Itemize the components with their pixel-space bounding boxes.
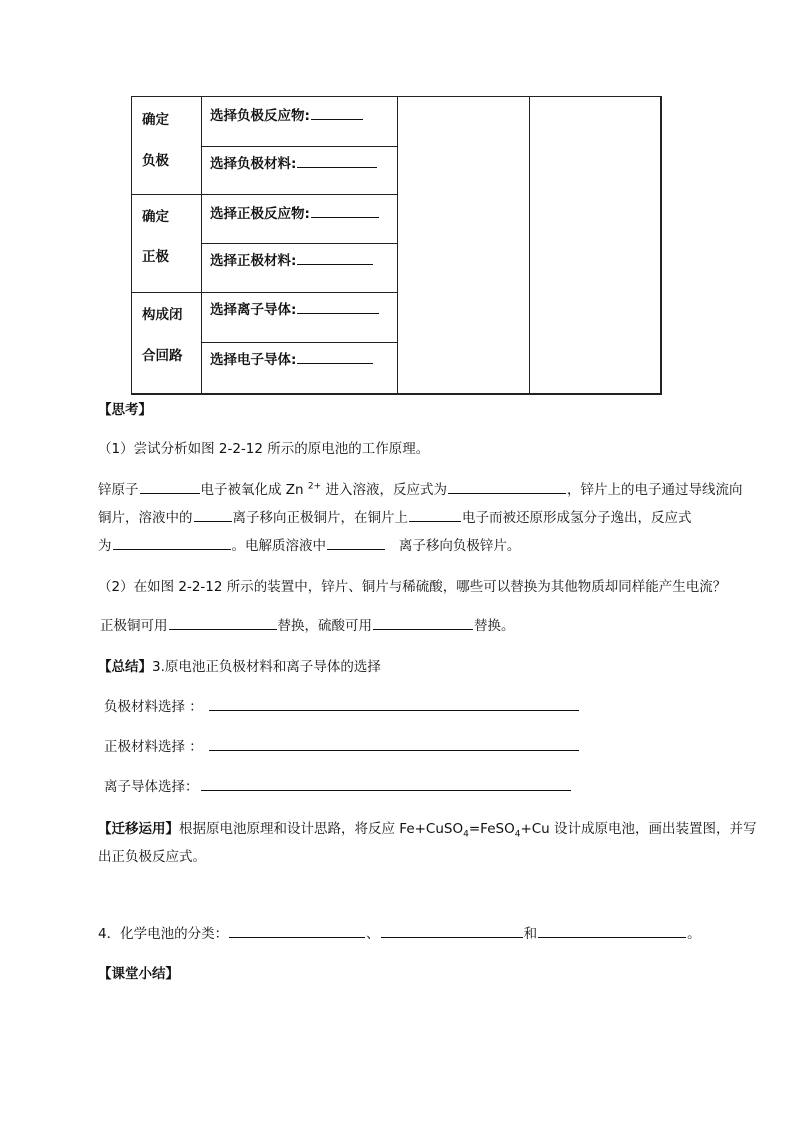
text: 电子而被还原形成氢分子逸出，反应式 (462, 510, 692, 526)
paragraph-line (98, 478, 742, 498)
paragraph-line (98, 506, 692, 526)
answer-blank[interactable] (311, 105, 363, 120)
think-heading: 【思考】 (98, 402, 152, 418)
subscript: 4 (514, 829, 521, 840)
text: 离子导体选择： (104, 779, 199, 795)
table-row (210, 249, 374, 269)
answer-blank[interactable] (297, 299, 379, 314)
row-label: 选择负极反应物: (210, 108, 310, 124)
text: 。电解质溶液中 (231, 538, 326, 554)
table-divider (201, 243, 397, 244)
question-2: （2）在如图 2-2-12 所示的装置中，锌片、铜片与稀硫酸，哪些可以替换为其他物质却同样能产生电流？ (98, 579, 727, 595)
group-label: 正极 (142, 249, 169, 265)
summary-item (104, 695, 580, 715)
answer-blank[interactable] (209, 696, 579, 711)
answer-blank[interactable] (409, 507, 461, 522)
answer-blank[interactable] (381, 923, 523, 938)
text: 进入溶液，反应式为 (321, 482, 447, 498)
answer-blank[interactable] (140, 479, 200, 494)
answer-blank[interactable] (209, 736, 579, 751)
apply-heading: 【迁移运用】 (98, 821, 179, 837)
text: 。 (687, 926, 701, 942)
text: 替换，硫酸可用 (277, 618, 372, 634)
battery-classification (98, 922, 701, 942)
row-label: 选择正极反应物: (210, 206, 310, 222)
summary-item (104, 735, 580, 755)
answer-blank[interactable] (113, 535, 231, 550)
answer-blank[interactable] (538, 923, 686, 938)
text: 负极材料选择 ： (104, 699, 203, 715)
table-divider (201, 97, 202, 393)
text: 和 (523, 926, 538, 942)
table-divider (397, 97, 398, 393)
summary-item (104, 775, 572, 795)
answer-blank[interactable] (373, 615, 473, 630)
table-row (210, 348, 374, 368)
text: ，锌片上的电子通过导线流向 (566, 482, 743, 498)
text: 离子移向负极锌片。 (398, 538, 521, 554)
text: 替换。 (474, 618, 515, 634)
text: 铜片，溶液中的 (98, 510, 193, 526)
answer-blank[interactable] (448, 479, 566, 494)
table-divider (132, 194, 397, 195)
row-label: 选择负极材料: (210, 156, 297, 172)
row-label: 选择电子导体: (210, 352, 297, 368)
text: 根据原电池原理和设计思路，将反应 Fe+CuSO (179, 821, 464, 837)
text: 电子被氧化成 Zn (200, 482, 308, 498)
answer-blank[interactable] (327, 535, 385, 550)
text: 正极材料选择 ： (104, 739, 203, 755)
answer-blank[interactable] (201, 776, 571, 791)
superscript: 2+ (307, 481, 322, 492)
answer-blank[interactable] (229, 923, 365, 938)
summary-title-line (98, 655, 381, 675)
paragraph-line (98, 534, 520, 554)
answer-blank[interactable] (297, 349, 373, 364)
table-row (210, 298, 380, 318)
text: 、 (366, 926, 380, 942)
design-table (131, 96, 662, 395)
apply-line-2: 出正负极反应式。 (98, 849, 206, 865)
text: 锌原子 (98, 482, 139, 498)
answer-blank[interactable] (311, 203, 379, 218)
table-divider (529, 97, 530, 393)
table-divider (201, 146, 397, 147)
table-row (210, 152, 378, 172)
apply-line (98, 817, 757, 840)
text: 4．化学电池的分类： (98, 926, 229, 942)
text: 正极铜可用 (100, 618, 168, 634)
group-label: 构成闭 (142, 307, 183, 323)
table-divider (201, 342, 397, 343)
text: =FeSO (468, 821, 515, 837)
class-summary-heading: 【课堂小结】 (98, 966, 179, 982)
summary-title: 3.原电池正负极材料和离子导体的选择 (152, 659, 381, 675)
text: 离子移向正极铜片，在铜片上 (232, 510, 408, 526)
answer-blank[interactable] (169, 615, 277, 630)
group-label: 确定 (142, 209, 169, 225)
text: 为 (98, 538, 112, 554)
answer-blank[interactable] (194, 507, 232, 522)
question-1: （1）尝试分析如图 2-2-12 所示的原电池的工作原理。 (98, 441, 430, 457)
table-row (210, 202, 380, 222)
text: +Cu 设计成原电池，画出装置图，并写 (520, 821, 757, 837)
group-label: 合回路 (142, 348, 183, 364)
summary-heading: 【总结】 (98, 659, 152, 675)
paragraph-line (100, 614, 515, 634)
row-label: 选择正极材料: (210, 253, 297, 269)
group-label: 负极 (142, 153, 169, 169)
table-divider (132, 292, 397, 293)
group-label: 确定 (142, 112, 169, 128)
answer-blank[interactable] (297, 250, 373, 265)
subscript: 4 (463, 829, 469, 840)
table-row (210, 104, 364, 124)
row-label: 选择离子导体: (210, 302, 297, 318)
answer-blank[interactable] (297, 153, 377, 168)
